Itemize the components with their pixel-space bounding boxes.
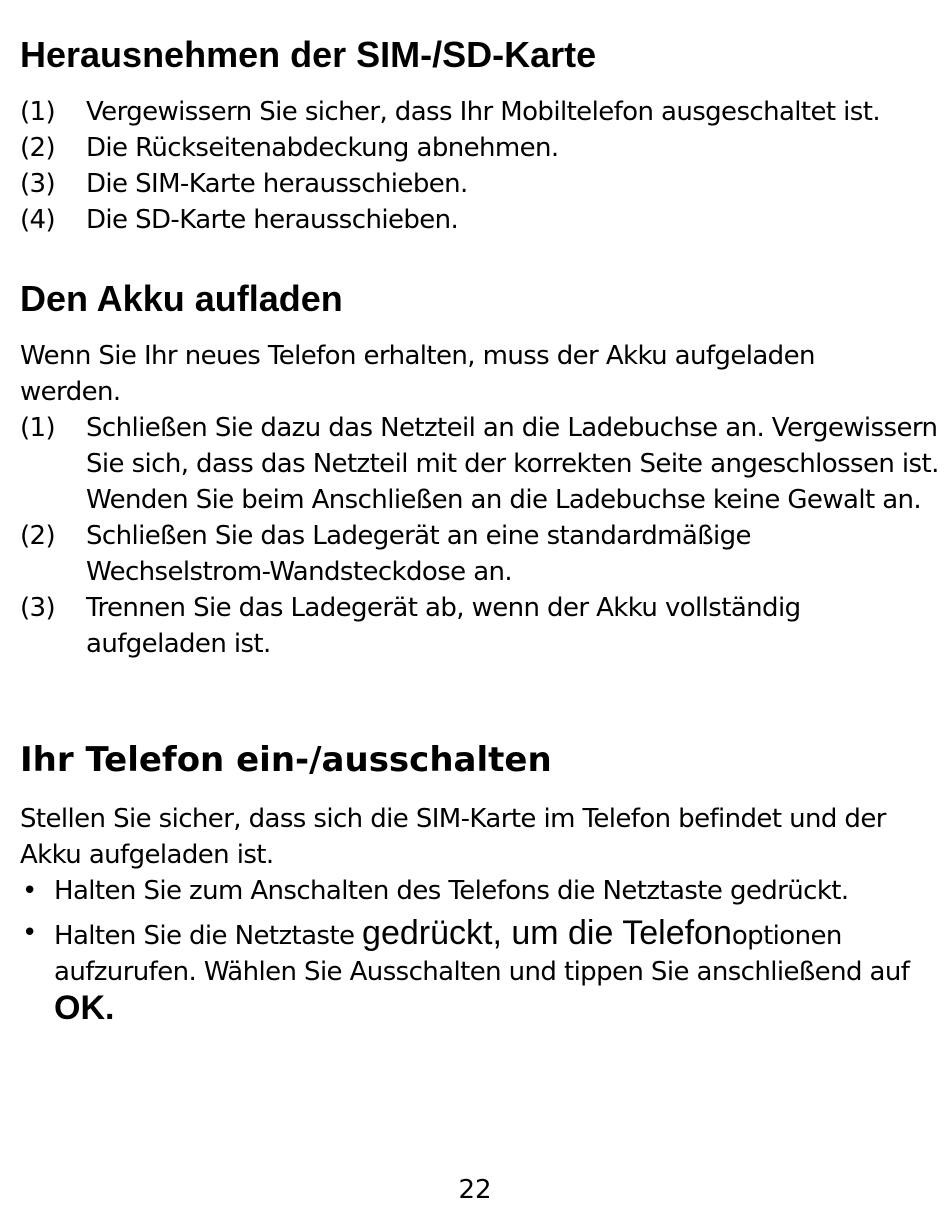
bullet-text-large-part: gedrückt, um die Telefon: [362, 914, 732, 952]
bullet-icon: •: [22, 876, 37, 906]
step-number: (3): [20, 169, 56, 199]
section-title-charge-battery: Den Akku aufladen: [20, 278, 343, 319]
page-number: 22: [458, 1175, 492, 1205]
step-number: (4): [20, 205, 56, 235]
step-number: (1): [20, 413, 56, 443]
list-item: [20, 590, 940, 662]
list-item: [20, 202, 940, 238]
step-text: Trennen Sie das Ladegerät ab, wenn der Akku vollständig aufgeladen ist.: [86, 593, 801, 659]
list-item: [20, 166, 940, 202]
step-text: Schließen Sie das Ladegerät an eine standardmäßige Wechselstrom-Wandsteckdose an.: [86, 521, 751, 587]
list-item: [20, 873, 940, 909]
step-text: Die SD-Karte herausschieben.: [86, 205, 459, 235]
step-text: Die Rückseitenabdeckung abnehmen.: [86, 133, 559, 163]
step-number: (3): [20, 593, 56, 623]
bullet-text-part: optionen aufzurufen. Wählen Sie Ausschalten und tippen Sie anschließend auf: [54, 921, 910, 987]
list-item: [20, 915, 940, 1029]
step-text: Vergewissern Sie sicher, dass Ihr Mobiltelefon ausgeschaltet ist.: [86, 97, 881, 127]
bullet-text: Halten Sie zum Anschalten des Telefons die Netztaste gedrückt.: [54, 876, 849, 906]
bullet-text-part: Halten Sie die Netztaste: [54, 921, 363, 951]
list-item: [20, 410, 940, 518]
list-item: [20, 130, 940, 166]
bullet-icon: •: [22, 918, 37, 948]
manual-page: [20, 0, 940, 1206]
ok-label: OK.: [54, 989, 115, 1027]
step-number: (2): [20, 133, 56, 163]
step-number: (1): [20, 97, 56, 127]
section-title-sim-sd: Herausnehmen der SIM-/SD-Karte: [20, 34, 597, 75]
step-text: Die SIM-Karte herausschieben.: [86, 169, 468, 199]
sim-sd-steps-list: [20, 94, 940, 238]
power-bullets-list: [20, 873, 940, 1029]
list-item: [20, 518, 940, 590]
power-intro-text: Stellen Sie sicher, dass sich die SIM-Karte im Telefon befindet und der Akku aufgeladen ist.: [20, 804, 886, 870]
charge-intro-text: Wenn Sie Ihr neues Telefon erhalten, muss der Akku aufgeladen werden.: [20, 341, 815, 407]
section-title-power-on-off: Ihr Telefon ein-/ausschalten: [20, 740, 552, 780]
step-number: (2): [20, 521, 56, 551]
charge-steps-list: [20, 410, 940, 662]
step-text: Schließen Sie dazu das Netzteil an die Ladebuchse an. Vergewissern Sie sich, dass das Netzteil mit der korrekten Seite angeschlossen ist. Wenden Sie beim Anschließen an die Ladebuchse keine Gewalt an.: [86, 413, 939, 515]
list-item: [20, 94, 940, 130]
